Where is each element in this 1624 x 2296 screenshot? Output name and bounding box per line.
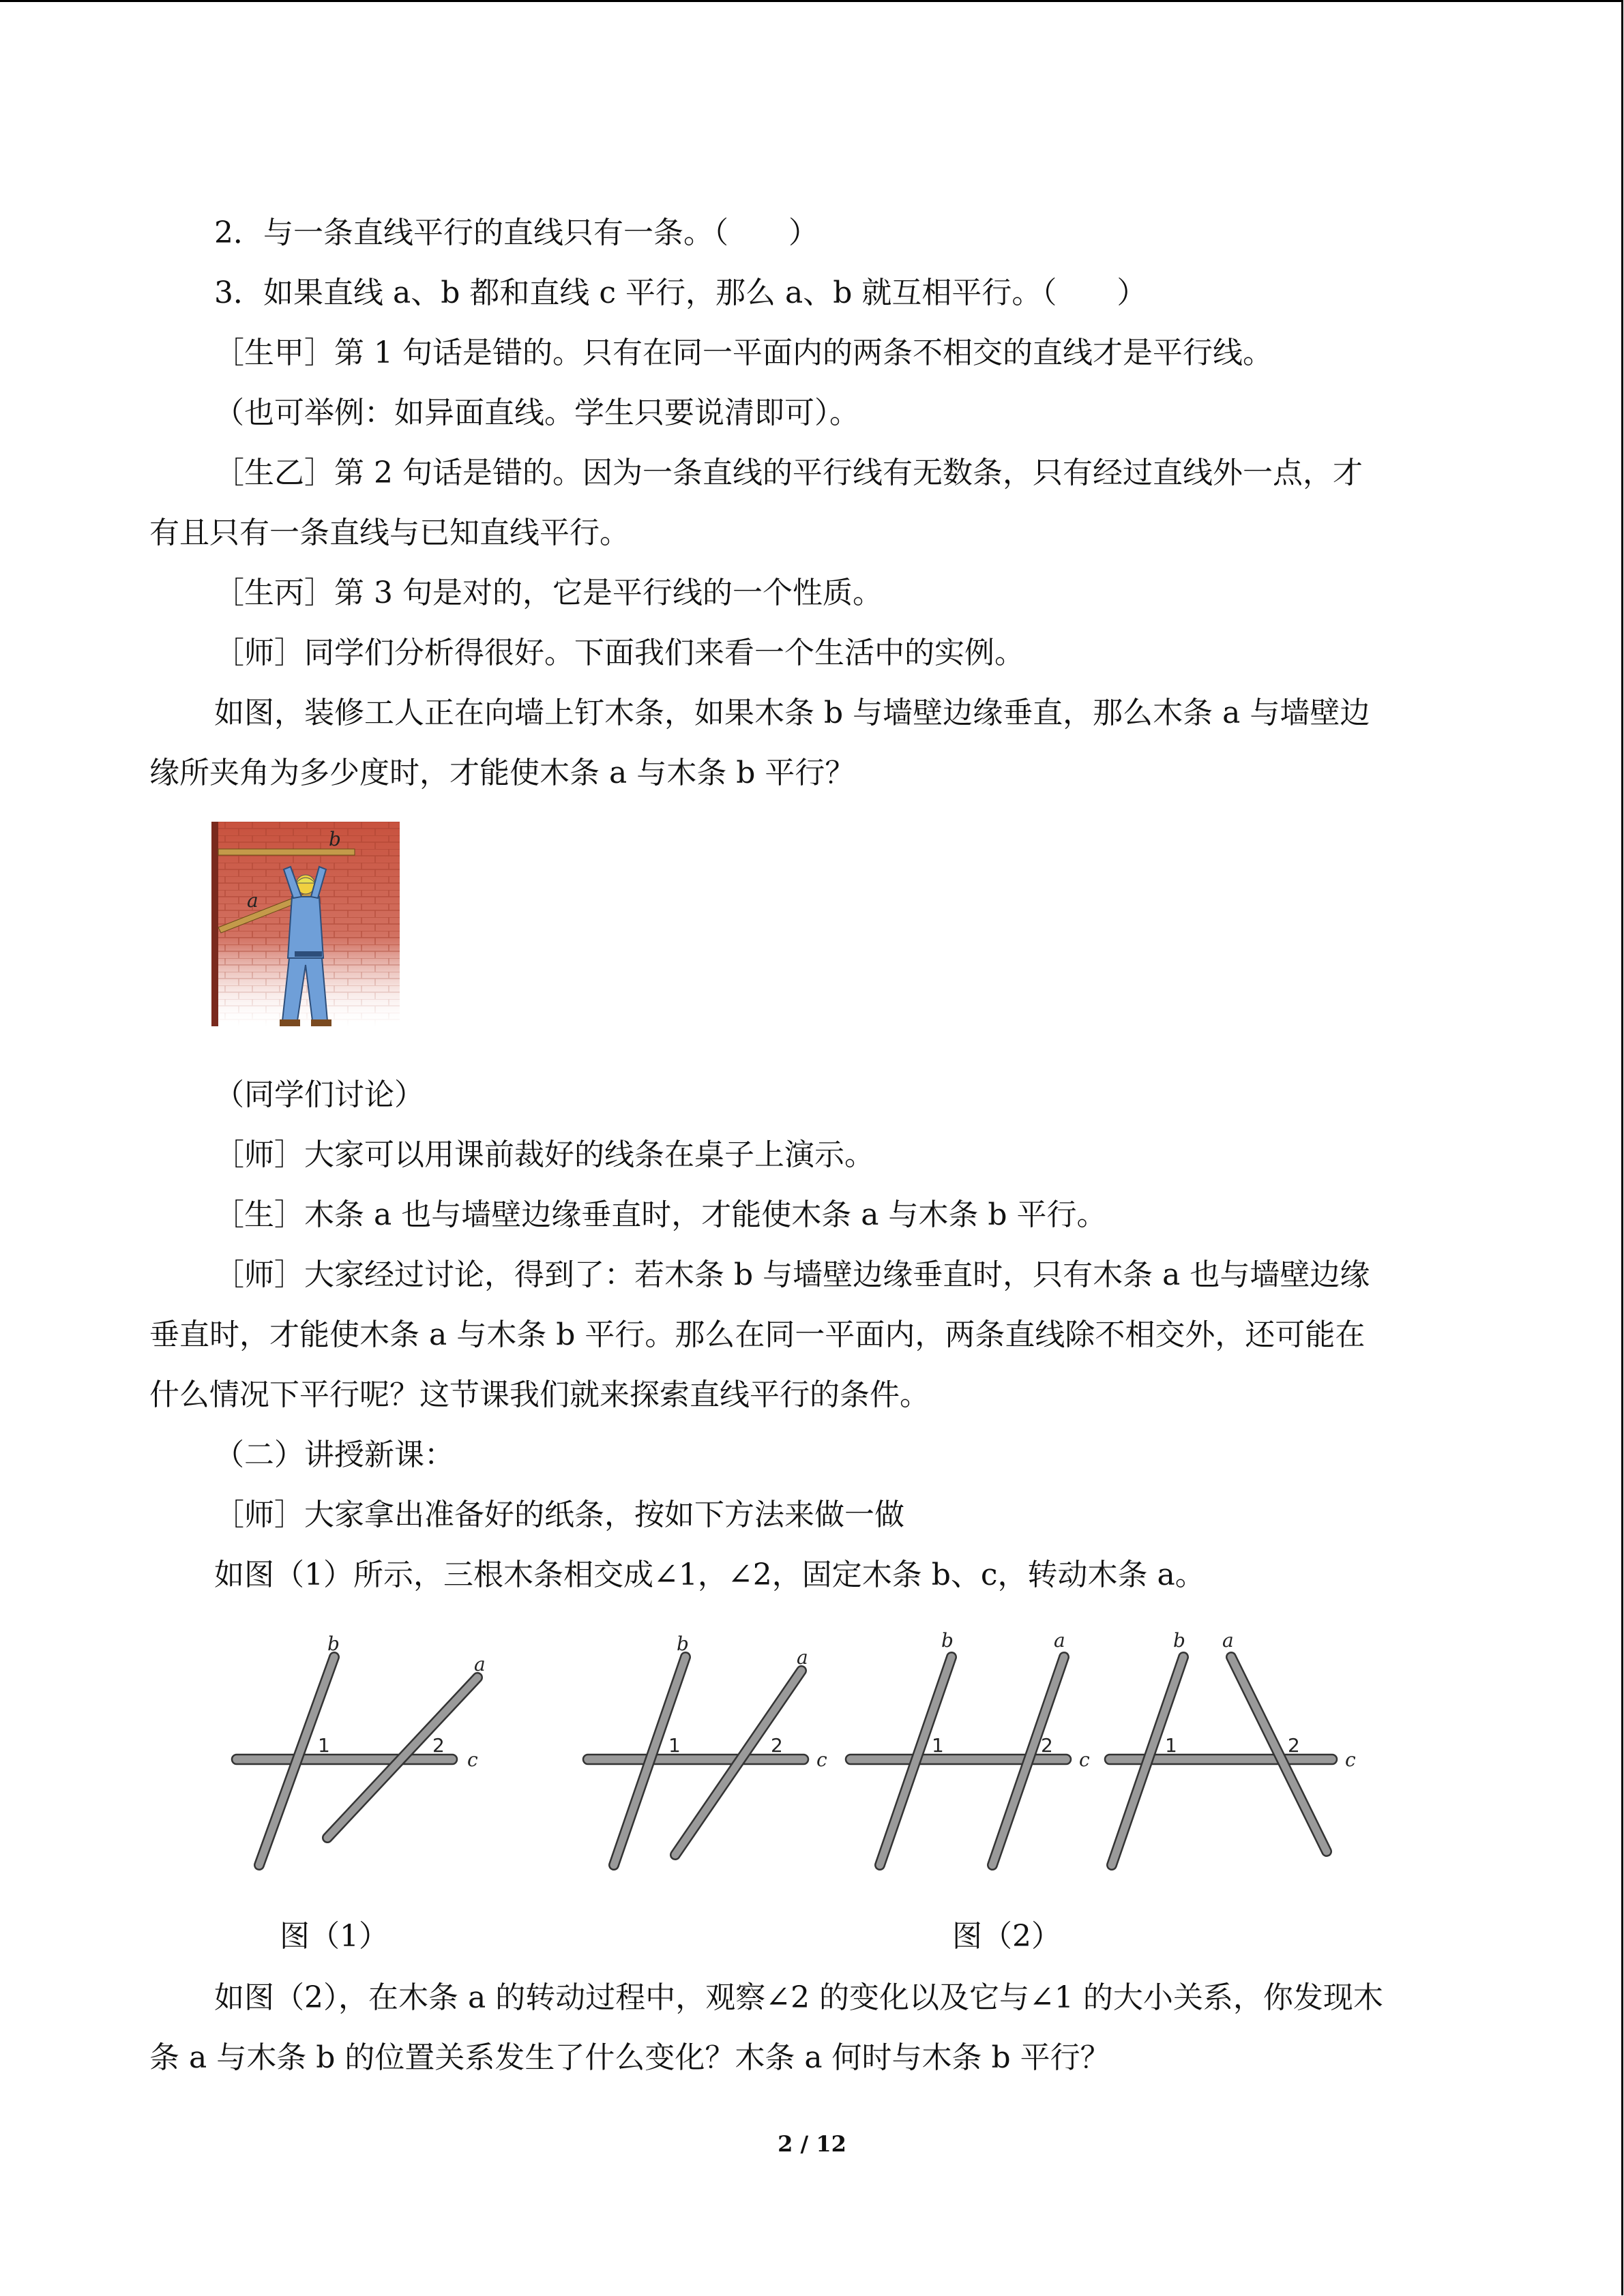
fig2a-angle-1: 1 — [668, 1734, 681, 1757]
fig2b-label-a: a — [1054, 1629, 1065, 1652]
figure-2-panel-2 — [846, 1629, 1090, 1865]
fig1-label-a: a — [474, 1653, 486, 1675]
student-b-answer-cont: 有且只有一条直线与已知直线平行。 — [149, 516, 630, 550]
fig1-label-b: b — [327, 1632, 340, 1655]
section-heading: （二）讲授新课： — [214, 1437, 454, 1472]
worker-label-a: a — [247, 889, 259, 912]
worker-illustration — [211, 822, 402, 1033]
page-number: 2 / 12 — [778, 2131, 846, 2157]
fig2b-label-b: b — [941, 1629, 954, 1652]
fig2a-label-b: b — [677, 1632, 689, 1655]
fig2c-angle-1: 1 — [1165, 1734, 1177, 1757]
fig2a-label-c: c — [816, 1748, 827, 1771]
teacher-summary-cont2: 什么情况下平行呢？这节课我们就来探索直线平行的条件。 — [149, 1377, 930, 1412]
worker-problem-cont: 缘所夹角为多少度时，才能使木条 a 与木条 b 平行？ — [149, 756, 855, 790]
figure-1 — [232, 1632, 486, 1865]
figure-2-question: 如图（2），在木条 a 的转动过程中，观察∠2 的变化以及它与∠1 的大小关系，你发现木 — [214, 1980, 1383, 2015]
caption-figure-2: 图（2） — [952, 1919, 1061, 1954]
fig2c-label-a: a — [1222, 1629, 1234, 1652]
question-3: 3．如果直线 a、b 都和直线 c 平行，那么 a、b 就互相平行。（ ） — [214, 275, 1147, 310]
student-a-note: （也可举例：如异面直线。学生只要说清即可）。 — [214, 396, 859, 430]
student-c-answer: ［生丙］第 3 句是对的，它是平行线的一个性质。 — [214, 576, 883, 610]
fig2c-angle-2: 2 — [1288, 1734, 1300, 1757]
fig2a-angle-2: 2 — [771, 1734, 783, 1757]
teacher-summary-cont1: 垂直时，才能使木条 a 与木条 b 平行。那么在同一平面内，两条直线除不相交外，还可能在 — [149, 1317, 1365, 1352]
student-a-answer: ［生甲］第 1 句话是错的。只有在同一平面内的两条不相交的直线才是平行线。 — [214, 336, 1273, 370]
figure-1-intro: 如图（1）所示，三根木条相交成∠1，∠2，固定木条 b、c，转动木条 a。 — [214, 1557, 1205, 1592]
figure-2-panel-3 — [1105, 1629, 1356, 1865]
figure-2-panel-1 — [583, 1632, 827, 1865]
question-2: 2．与一条直线平行的直线只有一条。（ ） — [214, 215, 818, 250]
fig2c-label-b: b — [1173, 1629, 1185, 1652]
figure-2-question-cont: 条 a 与木条 b 的位置关系发生了什么变化？木条 a 何时与木条 b 平行？ — [149, 2040, 1110, 2075]
stick-diagrams — [205, 1620, 1378, 1879]
teacher-demo: ［师］大家可以用课前裁好的线条在桌子上演示。 — [214, 1137, 874, 1172]
fig1-label-c: c — [467, 1748, 478, 1771]
student-reply: ［生］木条 a 也与墙壁边缘垂直时，才能使木条 a 与木条 b 平行。 — [214, 1197, 1107, 1232]
worker-problem: 如图，装修工人正在向墙上钉木条，如果木条 b 与墙壁边缘垂直，那么木条 a 与墙壁边 — [214, 696, 1370, 730]
fig2b-angle-1: 1 — [932, 1734, 944, 1757]
fig2b-angle-2: 2 — [1041, 1734, 1053, 1757]
fig2a-label-a: a — [797, 1646, 808, 1669]
fig1-angle-2: 2 — [432, 1734, 445, 1757]
teacher-instruction: ［师］大家拿出准备好的纸条，按如下方法来做一做 — [214, 1497, 904, 1532]
teacher-remark: ［师］同学们分析得很好。下面我们来看一个生活中的实例。 — [214, 636, 1024, 670]
students-discuss: （同学们讨论） — [214, 1077, 424, 1112]
fig2b-label-c: c — [1079, 1748, 1090, 1771]
student-b-answer: ［生乙］第 2 句话是错的。因为一条直线的平行线有无数条，只有经过直线外一点，才 — [214, 456, 1363, 490]
fig2c-label-c: c — [1345, 1748, 1356, 1771]
fig1-angle-1: 1 — [318, 1734, 330, 1757]
caption-figure-1: 图（1） — [280, 1919, 389, 1954]
worker-label-b: b — [329, 828, 341, 850]
teacher-summary: ［师］大家经过讨论，得到了：若木条 b 与墙壁边缘垂直时，只有木条 a 也与墙壁边缘 — [214, 1257, 1370, 1292]
